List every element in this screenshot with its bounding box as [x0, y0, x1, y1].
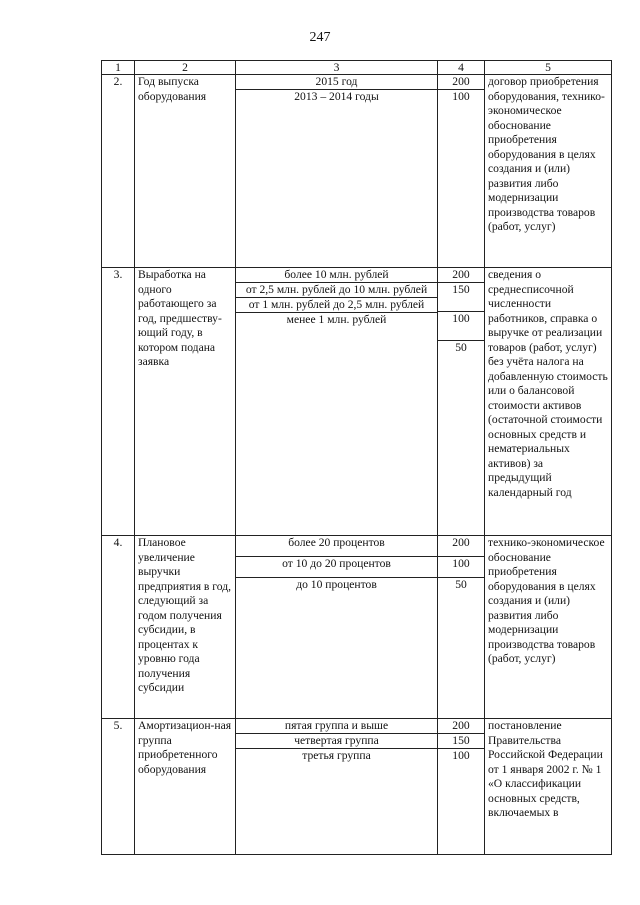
score-value: 200 [438, 536, 484, 557]
score-value: 150 [438, 283, 484, 312]
values-cell [236, 719, 438, 855]
value-label: от 2,5 млн. рублей до 10 млн. рублей [236, 283, 437, 298]
row-number: 2. [102, 75, 135, 268]
value-label: третья группа [302, 749, 371, 762]
score-value: 100 [452, 90, 470, 103]
header-cell: 2 [135, 61, 236, 75]
score-value: 200 [438, 268, 484, 283]
score-value: 200 [438, 719, 484, 734]
documents-cell: постановление Правительства Российской Федерации от 1 января 2002 г. № 1 «О классификации основных средств, включаемых в [485, 719, 612, 855]
table-row [102, 536, 612, 719]
values-cell [236, 268, 438, 536]
row-number: 5. [102, 719, 135, 855]
value-label: менее 1 млн. рублей [286, 313, 387, 326]
header-row [102, 61, 612, 75]
values-cell [236, 75, 438, 268]
scores-cell [438, 268, 485, 536]
score-value: 100 [452, 749, 470, 762]
value-label: более 10 млн. рублей [236, 268, 437, 283]
table-row [102, 268, 612, 536]
value-label: более 20 процентов [236, 536, 437, 557]
score-value: 100 [438, 312, 484, 341]
score-value: 150 [438, 734, 484, 749]
criterion-cell: Выработка на одного работающего за год, предшеству-ющий году, в котором подана заявка [135, 268, 236, 536]
scores-cell [438, 719, 485, 855]
value-label: пятая группа и выше [236, 719, 437, 734]
value-label: от 1 млн. рублей до 2,5 млн. рублей [236, 298, 437, 313]
header-cell: 5 [485, 61, 612, 75]
score-value: 200 [438, 75, 484, 90]
score-value: 100 [438, 557, 484, 578]
criterion-cell: Плановое увеличение выручки предприятия в год, следующий за годом получения субсидии, в процентах к уровню года получения субсидии [135, 536, 236, 719]
value-label: 2015 год [236, 75, 437, 90]
score-value: 50 [455, 578, 467, 591]
documents-cell: сведения о среднесписочной численности работников, справка о выручке от реализации товаров (работ, услуг) без учёта налога на добавленную стоимость или о балансовой стоимости активов (остаточной стоимости основных средств и нематериальных активов) за предыдущий календарный год [485, 268, 612, 536]
value-label: от 10 до 20 процентов [236, 557, 437, 578]
value-label: 2013 – 2014 годы [294, 90, 379, 103]
row-number: 4. [102, 536, 135, 719]
header-cell: 3 [236, 61, 438, 75]
documents-cell: договор приобретения оборудования, технико-экономическое обоснование приобретения оборудования в целях создания и (или) развития либо модернизации производства товаров (работ, услуг) [485, 75, 612, 268]
header-cell: 4 [438, 61, 485, 75]
table-row [102, 75, 612, 268]
page-number: 247 [309, 30, 331, 45]
value-label: четвертая группа [236, 734, 437, 749]
criterion-cell: Год выпуска оборудования [135, 75, 236, 268]
table-row [102, 719, 612, 855]
value-label: до 10 процентов [296, 578, 377, 591]
criterion-cell: Амортизацион-ная группа приобретенного оборудования [135, 719, 236, 855]
header-cell: 1 [102, 61, 135, 75]
values-cell [236, 536, 438, 719]
row-number: 3. [102, 268, 135, 536]
criteria-table [101, 60, 612, 855]
documents-cell: технико-экономическое обоснование приобретения оборудования в целях создания и (или) развития либо модернизации производства товаров (работ, услуг) [485, 536, 612, 719]
score-value: 50 [455, 341, 467, 354]
scores-cell [438, 536, 485, 719]
scores-cell [438, 75, 485, 268]
